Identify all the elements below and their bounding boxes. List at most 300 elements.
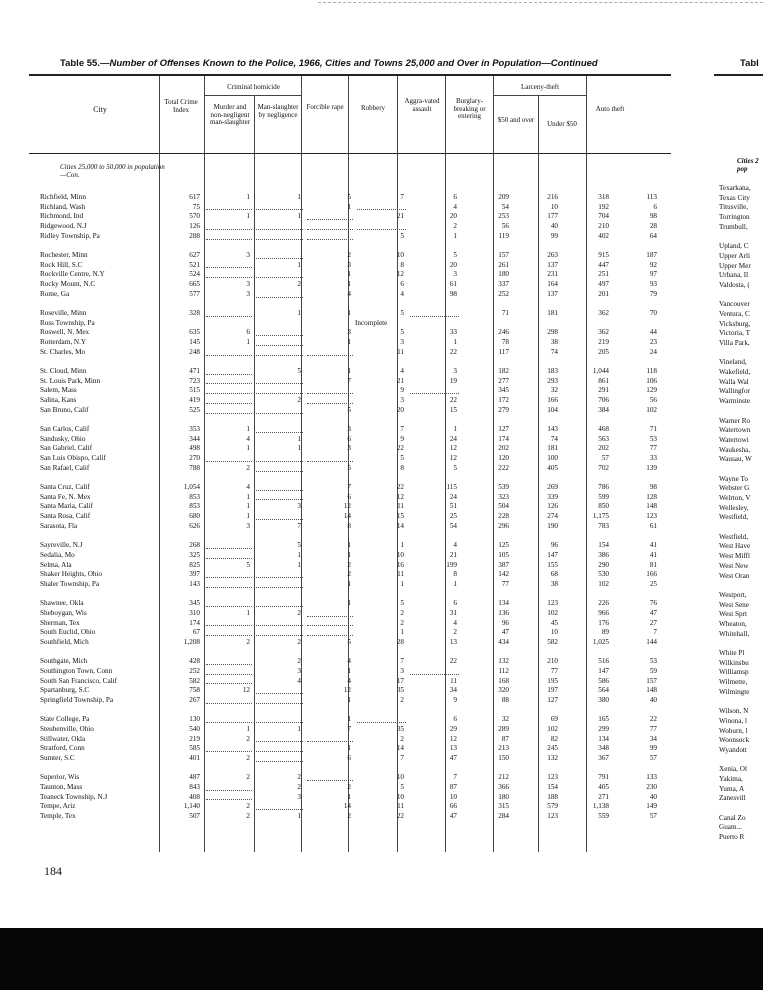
right-city-fragment: Ventura, C — [719, 309, 750, 318]
cell-rape: 14 — [343, 512, 351, 521]
right-city-fragment: Wilmette, — [719, 678, 748, 687]
cell-total: 665 — [189, 280, 200, 289]
cell-robbery: 2 — [400, 618, 404, 627]
cell-rape — [305, 735, 355, 745]
cell-assault: 8 — [453, 570, 457, 579]
cell-burglary: 209 — [498, 193, 509, 201]
cell-auto: 139 — [646, 463, 657, 472]
table-row — [40, 396, 661, 406]
cell-murder — [204, 744, 254, 754]
cell-total: 1,208 — [183, 637, 200, 646]
cell-mans: 1 — [297, 724, 301, 733]
cell-mans: 7 — [297, 521, 301, 530]
cell-assault: 24 — [449, 492, 457, 501]
cell-assault: 6 — [453, 715, 457, 724]
cell-mans — [254, 696, 305, 706]
cell-assault: 12 — [449, 454, 457, 463]
cell-murder — [204, 696, 254, 706]
header-total-crime-index: Total Crime Index — [164, 98, 198, 114]
table-row — [40, 319, 661, 329]
cell-assault: 34 — [449, 686, 457, 695]
city-name: Ross Township, Pa — [40, 318, 95, 327]
cell-murder: 1 — [246, 338, 250, 347]
cell-assault: 21 — [449, 550, 457, 559]
table-row — [40, 773, 661, 783]
header-bottom-rule — [29, 153, 671, 154]
cell-auto: 93 — [649, 280, 657, 289]
cell-robbery: 5 — [400, 309, 404, 318]
cell-rape: 3 — [347, 444, 351, 453]
right-city-fragment: Vicksburg, — [719, 319, 751, 328]
city-name: St. Charles, Mo — [40, 347, 86, 356]
cell-lu50: 563 — [598, 434, 609, 443]
city-name: Stratford, Conn — [40, 744, 85, 753]
cell-auto: 25 — [649, 579, 657, 588]
cell-burglary: 87 — [501, 734, 509, 743]
cell-mans — [254, 222, 305, 232]
cell-l50: 231 — [547, 270, 558, 279]
cell-total: 853 — [189, 492, 200, 501]
table-row — [40, 348, 661, 358]
table-row — [40, 425, 661, 435]
right-city-fragment: Puerto R — [719, 833, 745, 842]
cell-l50: 154 — [547, 782, 558, 791]
cell-robbery: 35 — [396, 724, 404, 733]
cell-burglary: 202 — [498, 444, 509, 453]
cell-mans: 1 — [297, 260, 301, 269]
cell-lu50: 599 — [598, 492, 609, 501]
cell-total: 788 — [189, 463, 200, 472]
cell-burglary: 96 — [501, 618, 509, 627]
cell-total: 75 — [192, 202, 200, 211]
city-name: Roswell, N. Mex — [40, 328, 90, 337]
city-name: Rockville Centre, N.Y — [40, 270, 105, 279]
row-spacer — [40, 706, 661, 716]
cell-burglary: 125 — [498, 541, 509, 550]
cell-auto: 70 — [649, 309, 657, 318]
cell-murder — [204, 396, 254, 406]
city-name: Sumter, S.C — [40, 753, 75, 762]
cell-rape: 1 — [347, 338, 351, 347]
cell-assault: 10 — [449, 792, 457, 801]
cell-l50: 269 — [547, 483, 558, 492]
cell-rape: 1 — [347, 599, 351, 608]
cell-auto: 34 — [649, 734, 657, 743]
city-name: Temple, Tex — [40, 811, 76, 820]
cell-auto: 64 — [649, 231, 657, 240]
cell-robbery: 22 — [396, 483, 404, 492]
cell-murder: 3 — [246, 521, 250, 530]
cell-murder: 1 — [246, 608, 250, 617]
cell-lu50: 348 — [598, 744, 609, 753]
scan-black-bar — [0, 928, 763, 990]
cell-robbery: 15 — [396, 512, 404, 521]
cell-rape: 4 — [347, 289, 351, 298]
cell-assault: 47 — [449, 811, 457, 820]
cell-rape: 6 — [347, 492, 351, 501]
cell-assault: 25 — [449, 512, 457, 521]
city-name: Richland, Wash — [40, 202, 86, 211]
table-row — [40, 522, 661, 532]
cell-rape — [305, 609, 355, 619]
cell-assault: 87 — [449, 782, 457, 791]
city-name: Santa Rosa, Calif — [40, 512, 91, 521]
cell-lu50: 202 — [598, 444, 609, 453]
cell-burglary: 142 — [498, 570, 509, 579]
table-row — [40, 628, 661, 638]
right-city-fragment: Vineland, — [719, 358, 747, 367]
cell-l50: 102 — [547, 724, 558, 733]
cell-murder — [204, 580, 254, 590]
cell-auto: 102 — [646, 405, 657, 414]
cell-rape: 1 — [347, 550, 351, 559]
cell-total: 1,140 — [183, 802, 200, 811]
cell-l50: 123 — [547, 773, 558, 782]
cell-auto: 61 — [649, 521, 657, 530]
city-name: San Luis Obispo, Calif — [40, 454, 106, 463]
cell-total: 267 — [189, 695, 200, 704]
city-name: Southfield, Mich — [40, 637, 89, 646]
cell-rape — [305, 773, 355, 783]
right-city-fragment: Titusville, — [719, 203, 749, 212]
cell-burglary: 127 — [498, 425, 509, 434]
cell-l50: 102 — [547, 608, 558, 617]
cell-total: 617 — [189, 193, 200, 201]
cell-rape: 5 — [347, 637, 351, 646]
cell-l50: 298 — [547, 328, 558, 337]
cell-assault: 51 — [449, 502, 457, 511]
right-city-fragment: Watertown — [719, 426, 751, 435]
right-city-fragment — [719, 349, 752, 359]
cell-auto: 118 — [646, 367, 657, 376]
cell-robbery: 5 — [400, 231, 404, 240]
table-row — [40, 802, 661, 812]
cell-murder: 2 — [246, 811, 250, 820]
table-row — [40, 483, 661, 493]
cell-lu50: 102 — [598, 579, 609, 588]
cell-burglary: 120 — [498, 454, 509, 463]
cell-l50: 197 — [547, 686, 558, 695]
cell-assault: 6 — [453, 599, 457, 608]
cell-burglary: 246 — [498, 328, 509, 337]
cell-mans — [254, 802, 305, 812]
cell-robbery: 7 — [400, 193, 404, 201]
cell-robbery: 8 — [400, 260, 404, 269]
right-city-fragment: Upper Arli — [719, 251, 750, 260]
right-header-top-rule — [714, 74, 763, 76]
cell-total: 353 — [189, 425, 200, 434]
cell-burglary: 279 — [498, 405, 509, 414]
cell-total: 498 — [189, 444, 200, 453]
row-spacer — [40, 474, 661, 484]
cell-total: 328 — [189, 309, 200, 318]
cell-lu50: 362 — [598, 309, 609, 318]
cell-auto: 113 — [646, 193, 657, 201]
cell-rape: 6 — [347, 434, 351, 443]
cell-burglary: 222 — [498, 463, 509, 472]
cell-lu50: 447 — [598, 260, 609, 269]
header-larceny-50-over: $50 and over — [497, 116, 535, 124]
cell-auto: 23 — [649, 338, 657, 347]
cell-burglary: 261 — [498, 260, 509, 269]
table-row — [40, 512, 661, 522]
cell-total: 345 — [189, 599, 200, 608]
cell-lu50: 89 — [601, 628, 609, 637]
cell-assault: 199 — [446, 560, 457, 569]
cell-assault: 20 — [449, 260, 457, 269]
cell-lu50: 362 — [598, 328, 609, 337]
cell-rape: 14 — [343, 802, 351, 811]
cell-lu50: 154 — [598, 541, 609, 550]
cell-mans — [254, 386, 305, 396]
cell-lu50: 1,138 — [592, 802, 609, 811]
header-larceny-under-50: Under $50 — [547, 120, 577, 128]
cell-murder: 3 — [246, 280, 250, 289]
cell-burglary: 54 — [501, 202, 509, 211]
cell-total: 310 — [189, 608, 200, 617]
city-name: South San Francisco, Calif — [40, 676, 118, 685]
table-row — [40, 793, 661, 803]
cell-murder — [204, 551, 254, 561]
cell-total: 143 — [189, 579, 200, 588]
cell-murder — [204, 406, 254, 416]
cell-robbery: 5 — [400, 328, 404, 337]
cell-l50: 188 — [547, 792, 558, 801]
right-city-fragment — [719, 407, 752, 417]
cell-robbery: 10 — [396, 251, 404, 260]
cell-auto: 56 — [649, 396, 657, 405]
right-city-fragment — [719, 697, 752, 707]
right-city-fragment: West Sprt — [719, 610, 747, 619]
header-top-rule — [29, 74, 671, 76]
cell-rape: 1 — [347, 541, 351, 550]
cell-assault: 13 — [449, 637, 457, 646]
cell-robbery: 11 — [397, 802, 404, 811]
right-city-fragment: Woburn, l — [719, 726, 748, 735]
city-name: San Carlos, Calif — [40, 425, 90, 434]
cell-mans — [254, 251, 305, 261]
cell-total: 248 — [189, 347, 200, 356]
header-city: City — [93, 105, 107, 114]
cell-lu50: 219 — [598, 338, 609, 347]
cell-robbery: 5 — [400, 599, 404, 608]
right-city-fragment — [719, 523, 752, 533]
cell-l50: 263 — [547, 251, 558, 260]
cell-rape — [305, 619, 355, 629]
cell-l50: 245 — [547, 744, 558, 753]
cell-murder: 6 — [246, 328, 250, 337]
cell-lu50: 791 — [598, 773, 609, 782]
cell-assault: 6 — [453, 193, 457, 201]
cell-robbery: 3 — [400, 666, 404, 675]
cell-murder: 1 — [246, 492, 250, 501]
spacer-cell — [40, 474, 661, 484]
cell-total: 270 — [189, 454, 200, 463]
cell-burglary: 323 — [498, 492, 509, 501]
table-row — [40, 754, 661, 764]
cell-lu50: 1,044 — [592, 367, 609, 376]
table-row — [40, 444, 661, 454]
cell-burglary: 504 — [498, 502, 509, 511]
cell-lu50: 586 — [598, 676, 609, 685]
cell-lu50: 380 — [598, 695, 609, 704]
right-city-fragment: Upper Mer — [719, 261, 751, 270]
right-city-fragment: Texas City — [719, 193, 750, 202]
cell-robbery: 35 — [396, 686, 404, 695]
cell-burglary: 277 — [498, 376, 509, 385]
cell-assault: 4 — [453, 202, 457, 211]
cell-mans — [254, 338, 305, 348]
cell-lu50: 1,025 — [592, 637, 609, 646]
cell-burglary: 168 — [498, 676, 509, 685]
cell-burglary: 132 — [498, 657, 509, 666]
cell-robbery: 2 — [400, 734, 404, 743]
cell-lu50: 402 — [598, 231, 609, 240]
cell-mans: 2 — [297, 773, 301, 782]
spacer-cell — [40, 590, 661, 600]
right-city-fragment: Vancouver — [719, 300, 750, 309]
cell-rape — [305, 454, 355, 464]
right-city-fragment — [719, 804, 752, 814]
table-row — [40, 551, 661, 561]
cell-rape: 7 — [347, 376, 351, 385]
cell-l50: 164 — [547, 280, 558, 289]
cell-burglary: 56 — [501, 222, 509, 231]
cell-murder — [204, 367, 254, 377]
cell-murder — [204, 793, 254, 803]
city-name: Santa Fe, N. Mex — [40, 492, 91, 501]
row-spacer — [40, 590, 661, 600]
header-robbery: Robbery — [360, 104, 386, 112]
right-city-fragment: Walla Wal — [719, 377, 749, 386]
table-row — [40, 435, 661, 445]
cell-lu50: 559 — [598, 811, 609, 820]
cell-lu50: 147 — [598, 666, 609, 675]
cell-rape: 1 — [347, 715, 351, 724]
cell-l50: 579 — [547, 802, 558, 811]
city-name: San Bruno, Calif — [40, 405, 89, 414]
cell-total: 145 — [189, 338, 200, 347]
cell-lu50: 367 — [598, 753, 609, 762]
cell-mans: 1 — [297, 193, 301, 201]
cell-total: 130 — [189, 715, 200, 724]
cell-auto: 98 — [649, 212, 657, 221]
cell-assault: 3 — [453, 367, 457, 376]
right-city-fragment: Whitehall, — [719, 629, 750, 638]
right-city-fragment — [719, 232, 752, 242]
cell-murder: 1 — [246, 444, 250, 453]
cell-mans: 1 — [297, 811, 301, 820]
cell-robbery: 5 — [400, 454, 404, 463]
spacer-cell — [40, 648, 661, 658]
cell-murder: 12 — [242, 686, 250, 695]
cell-burglary: 228 — [498, 512, 509, 521]
right-city-fragment: Canal Zo — [719, 813, 746, 822]
cell-burglary: 284 — [498, 811, 509, 820]
cell-mans: 2 — [297, 396, 301, 405]
spacer-cell — [40, 242, 661, 252]
cell-l50: 45 — [550, 618, 558, 627]
city-name: Sedalia, Mo — [40, 550, 75, 559]
cell-auto: 71 — [649, 425, 657, 434]
cell-assault: 29 — [449, 724, 457, 733]
cell-mans: 2 — [297, 608, 301, 617]
table-row — [40, 619, 661, 629]
cell-murder: 1 — [246, 212, 250, 221]
cell-total: 397 — [189, 570, 200, 579]
cell-auto: 28 — [649, 222, 657, 231]
cell-auto: 128 — [646, 492, 657, 501]
cell-burglary: 150 — [498, 753, 509, 762]
right-city-fragment: Valdosta, ( — [719, 280, 750, 289]
cell-auto: 40 — [649, 695, 657, 704]
cell-total: 487 — [189, 773, 200, 782]
cell-burglary: 77 — [501, 579, 509, 588]
row-spacer — [40, 532, 661, 542]
right-city-fragment: Westfield, — [719, 532, 749, 541]
cell-mans: 1 — [297, 560, 301, 569]
right-city-fragment: Wausau, W — [719, 455, 752, 464]
cell-auto: 99 — [649, 744, 657, 753]
cell-assault: 13 — [449, 744, 457, 753]
cell-mans — [254, 464, 305, 474]
cell-robbery: 9 — [400, 434, 404, 443]
city-name: Roseville, Minn — [40, 309, 87, 318]
right-city-fragment: Wilmingte — [719, 687, 750, 696]
cell-auto: 148 — [646, 686, 657, 695]
table-row — [40, 261, 661, 271]
cell-burglary: 252 — [498, 289, 509, 298]
cell-murder — [204, 203, 254, 213]
cell-auto: 76 — [649, 599, 657, 608]
cell-lu50: 210 — [598, 222, 609, 231]
table-row — [40, 222, 661, 232]
cell-mans — [254, 744, 305, 754]
cell-auto: 22 — [649, 715, 657, 724]
larceny-subrule — [493, 95, 586, 96]
cell-murder: 1 — [246, 724, 250, 733]
cell-assault: 20 — [449, 212, 457, 221]
cell-assault: 31 — [449, 608, 457, 617]
cell-murder — [204, 541, 254, 551]
cell-robbery — [355, 203, 408, 213]
cell-murder — [204, 619, 254, 629]
cell-assault: 22 — [449, 347, 457, 356]
cell-mans — [254, 686, 305, 696]
cell-mans — [254, 328, 305, 338]
cell-mans: 3 — [297, 666, 301, 675]
cell-l50: 104 — [547, 405, 558, 414]
cell-mans: 1 — [297, 309, 301, 318]
table-row — [40, 686, 661, 696]
cell-burglary: 289 — [498, 724, 509, 733]
spacer-cell — [40, 532, 661, 542]
table-row — [40, 464, 661, 474]
cell-rape: 8 — [347, 521, 351, 530]
cell-burglary: 117 — [498, 347, 509, 356]
cell-auto: 59 — [649, 666, 657, 675]
cell-l50: 155 — [547, 560, 558, 569]
table-row — [40, 386, 661, 396]
cell-mans — [254, 493, 305, 503]
table-row — [40, 735, 661, 745]
city-name: Shawnee, Okla — [40, 599, 84, 608]
cell-l50: 123 — [547, 811, 558, 820]
cell-lu50: 706 — [598, 396, 609, 405]
cell-l50: 147 — [547, 550, 558, 559]
cell-lu50: 290 — [598, 560, 609, 569]
cell-lu50: 165 — [598, 715, 609, 724]
